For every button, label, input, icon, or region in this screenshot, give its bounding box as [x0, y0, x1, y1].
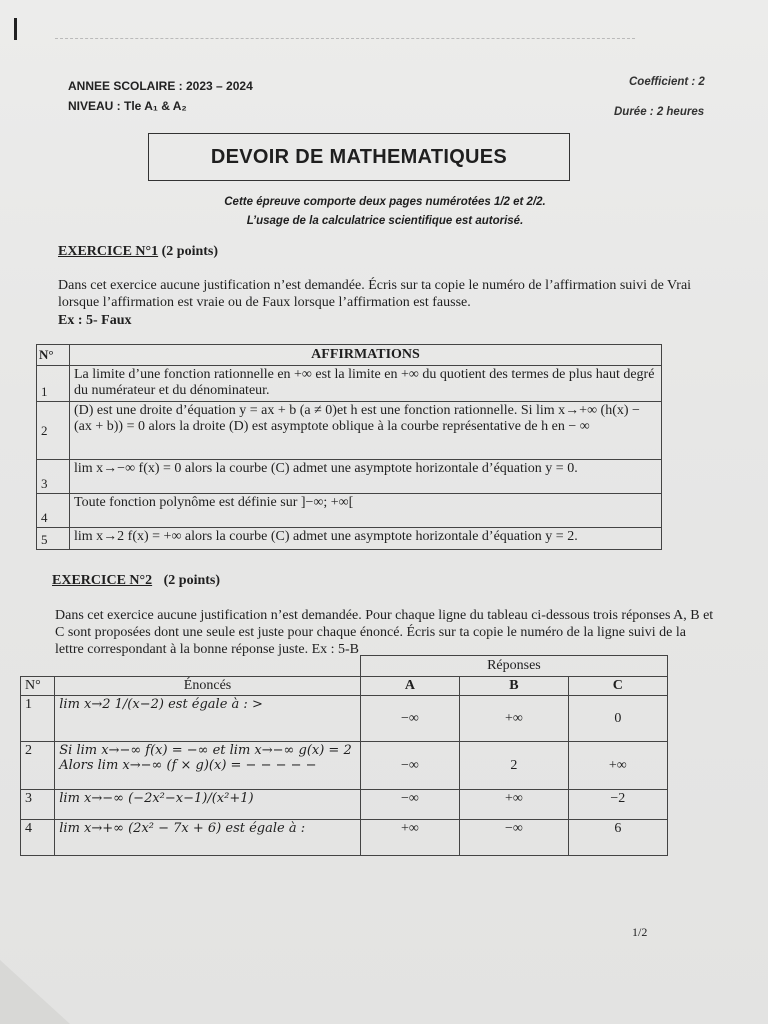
exercise1-instructions: Dans cet exercice aucune justification n’est demandée. Écris sur ta copie le numéro de l’affirmation suivi de Vrai lorsque l’affirmation est vraie ou de Faux lorsque l’affirmation est fausse.	[58, 278, 692, 310]
edge-mark	[14, 18, 17, 40]
answer-a: −∞	[360, 742, 459, 790]
exercise2-label: EXERCICE N°2	[52, 573, 153, 588]
school-year: ANNEE SCOLAIRE : 2023 – 2024	[68, 79, 253, 93]
col-c: C	[568, 677, 667, 696]
statement: lim x→+∞ (2x² − 7x + 6) est égale à :	[55, 820, 361, 856]
answer-c: +∞	[568, 742, 667, 790]
answer-c: 6	[568, 820, 667, 856]
col-reponses: Réponses	[360, 656, 667, 677]
statement: lim x→2 1/(x−2) est égale à : >	[55, 696, 361, 742]
exercise1-label: EXERCICE N°1	[58, 244, 159, 259]
note-line-1: Cette épreuve comporte deux pages numérotées 1/2 et 2/2.	[224, 196, 546, 208]
row-number: 4	[37, 494, 70, 528]
answer-a: +∞	[360, 820, 459, 856]
exercise2-title	[52, 573, 220, 589]
col-b: B	[460, 677, 569, 696]
row-number: 5	[37, 528, 70, 550]
affirmations-table	[36, 344, 662, 550]
affirmation-text: Toute fonction polynôme est définie sur ]−∞; +∞[	[70, 494, 662, 528]
row-number: 3	[21, 790, 55, 820]
torn-corner	[0, 960, 70, 1024]
faded-handwriting	[55, 38, 635, 39]
row-number: 1	[21, 696, 55, 742]
col-a: A	[360, 677, 459, 696]
answer-c: 0	[568, 696, 667, 742]
statement: lim x→−∞ (−2x²−x−1)/(x²+1)	[55, 790, 361, 820]
coefficient: Coefficient : 2	[629, 76, 705, 88]
answer-b: 2	[460, 742, 569, 790]
duration: Durée : 2 heures	[614, 106, 705, 118]
row-number: 3	[37, 460, 70, 494]
statement: Si lim x→−∞ f(x) = −∞ et lim x→−∞ g(x) = 2 Alors lim x→−∞ (f × g)(x) = − − − − −	[55, 742, 361, 790]
responses-table	[20, 655, 668, 856]
exercise2-points: (2 points)	[163, 573, 221, 588]
row-number: 2	[37, 402, 70, 460]
level: NIVEAU : Tle A₁ & A₂	[68, 99, 187, 113]
answer-b: +∞	[460, 696, 569, 742]
col-num: N°	[21, 677, 55, 696]
col-enonces: Énoncés	[55, 677, 361, 696]
exercise2-instructions: Dans cet exercice aucune justification n’est demandée. Pour chaque ligne du tableau ci-dessous trois réponses A, B et C sont proposées dont une seule est juste pour chaque énoncé. Écris sur ta copie le numéro de la ligne suivi de la lettre correspondant à la bonne réponse juste. Ex : 5-B	[55, 608, 714, 657]
col-num: N°	[37, 345, 70, 366]
col-affirmations: AFFIRMATIONS	[70, 345, 662, 366]
row-number: 4	[21, 820, 55, 856]
affirmation-text: lim x→−∞ f(x) = 0 alors la courbe (C) admet une asymptote horizontale d’équation y = 0.	[70, 460, 662, 494]
exercise1-points: (2 points)	[161, 244, 219, 259]
exercise1-title	[58, 244, 218, 260]
page-number: 1/2	[632, 925, 648, 939]
affirmation-text: La limite d’une fonction rationnelle en +∞ est la limite en +∞ du quotient des termes de plus haut degré du numérateur et du dénominateur.	[70, 366, 662, 402]
exercise1-example: Ex : 5- Faux	[58, 313, 132, 328]
affirmation-text: (D) est une droite d’équation y = ax + b (a ≠ 0)et h est une fonction rationnelle. Si lim x→+∞ (h(x) − (ax + b)) = 0 alors la droite (D) est asymptote oblique à la courbe représentative de h en − ∞	[70, 402, 662, 460]
affirmation-text: lim x→2 f(x) = +∞ alors la courbe (C) admet une asymptote horizontale d’équation y = 2.	[70, 528, 662, 550]
answer-b: +∞	[460, 790, 569, 820]
answer-a: −∞	[360, 790, 459, 820]
exam-title: DEVOIR DE MATHEMATIQUES	[148, 133, 570, 181]
row-number: 2	[21, 742, 55, 790]
row-number: 1	[37, 366, 70, 402]
answer-c: −2	[568, 790, 667, 820]
answer-a: −∞	[360, 696, 459, 742]
note-line-2: L’usage de la calculatrice scientifique est autorisé.	[246, 215, 524, 227]
answer-b: −∞	[460, 820, 569, 856]
